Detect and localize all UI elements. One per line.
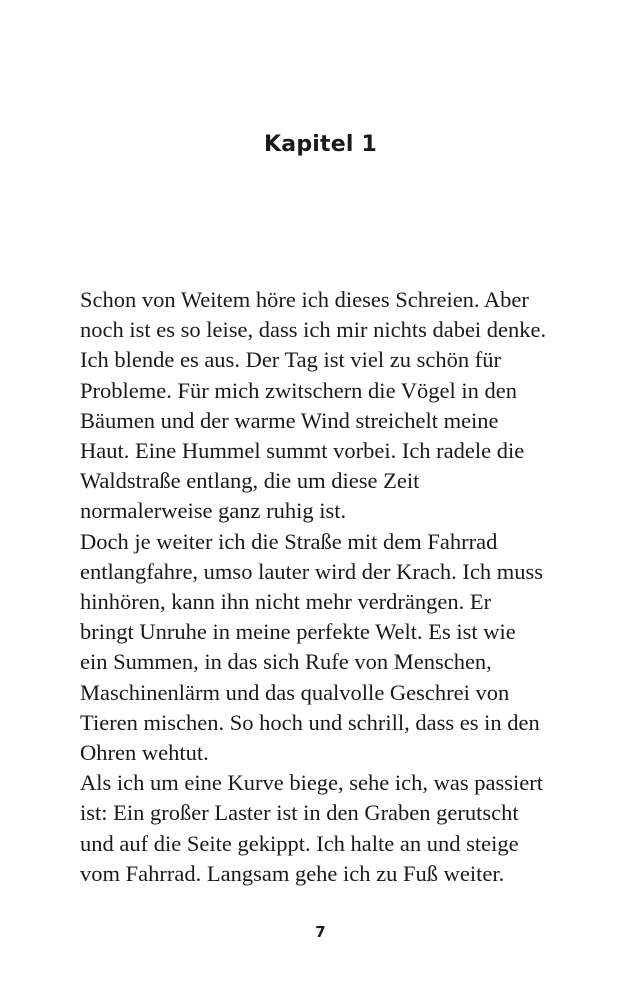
- text-line: Maschinenlärm und das qualvolle Geschrei von: [80, 679, 510, 705]
- text-line: normalerweise ganz ruhig ist.: [80, 498, 347, 524]
- text-line: Schon von Weitem höre ich dieses Schreien. Aber: [80, 287, 529, 312]
- text-line: Probleme. Für mich zwitschern die Vögel in den: [80, 377, 517, 403]
- body-text: [80, 285, 600, 889]
- text-line: entlangfahre, umso lauter wird der Krach. Ich muss: [80, 558, 543, 584]
- text-line: noch ist es so leise, dass ich mir nichts dabei denke.: [80, 317, 547, 343]
- text-line: Doch je weiter ich die Straße mit dem Fahrrad: [80, 528, 498, 554]
- text-line: hinhören, kann ihn nicht mehr verdrängen. Er: [80, 589, 492, 615]
- text-line: ist: Ein großer Laster ist in den Graben gerutscht: [80, 800, 519, 826]
- page-number: 7: [315, 923, 326, 941]
- text-line: Bäumen und der warme Wind streichelt meine: [80, 407, 499, 433]
- text-line: Ohren wehtut.: [80, 740, 209, 766]
- text-line: und auf die Seite gekippt. Ich halte an und steige: [80, 830, 519, 856]
- text-line: Ich blende es aus. Der Tag ist viel zu schön für: [80, 347, 502, 373]
- text-line: Waldstraße entlang, die um diese Zeit: [80, 468, 420, 494]
- text-line: bringt Unruhe in meine perfekte Welt. Es ist wie: [80, 619, 516, 645]
- text-line: Tieren mischen. So hoch und schrill, dass es in den: [80, 709, 540, 735]
- text-line: Haut. Eine Hummel summt vorbei. Ich radele die: [80, 438, 525, 464]
- text-line: ein Summen, in das sich Rufe von Menschen,: [80, 649, 492, 675]
- chapter-title: Kapitel 1: [264, 132, 377, 157]
- text-line: Als ich um eine Kurve biege, sehe ich, was passiert: [80, 770, 543, 796]
- text-line: vom Fahrrad. Langsam gehe ich zu Fuß weiter.: [80, 860, 505, 886]
